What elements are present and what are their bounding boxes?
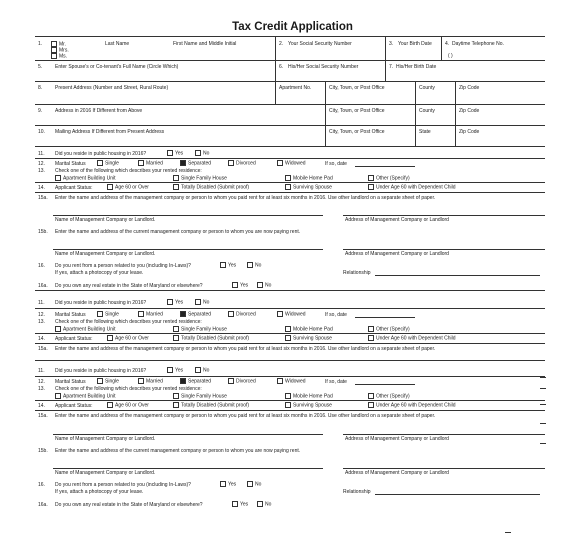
relationship-line[interactable] [375,494,540,495]
checkbox-icon[interactable] [107,184,113,190]
date-input-line[interactable] [355,166,415,167]
section-block-2: 11. Did you reside in public housing in 2016? Yes No 12. Marital Status Single Married Separated Divorced Widowed If so, date 13. Check one of the following which describes your rented residence: Apartment Building Unit Single Family House Mobile Home Pad Other (Specify) 14. Applicant Status: Age 60 or Over Totally Disabled (Submit proof) Surviving Spouse Under Age 60 with Dependent Child 15a. Enter the name and address of the management company or person to whom you paid rent for at least six months in 2016. Use other landlord on a separate sheet of paper. [35,300,545,368]
zip-cell[interactable]: Zip Code [455,126,546,146]
checkbox-icon[interactable] [195,299,201,305]
checkbox-icon[interactable] [107,335,113,341]
checkbox-icon[interactable] [195,150,201,156]
yes-option[interactable]: Yes [220,262,236,268]
zip-cell[interactable]: Zip Code [455,105,546,125]
landlord-question-15b: Enter the name and address of the current management company or person to whom you are now paying rent. [55,229,301,235]
no-option[interactable]: No [195,150,209,156]
landlord-question-15a: Enter the name and address of the management company or person to whom you paid rent for at least six months in 2016. Use other landlord on a separate sheet of paper. [55,346,436,352]
if-so-date-label: If so, date [325,379,347,385]
phone-cell[interactable]: 4. Daytime Telephone No. ( ) [441,37,546,60]
dob-label: Your Birth Date [398,41,432,47]
last-name-label: Last Name [105,41,130,47]
phone-label: Daytime Telephone No. [452,41,504,47]
age-option[interactable]: Age 60 or Over [107,335,149,341]
city-cell[interactable]: City, Town, or Post Office [325,82,416,104]
spouse-ssn-cell[interactable]: 6. His/Her Social Security Number [275,61,386,81]
checkbox-icon[interactable] [173,175,179,181]
single-option[interactable]: Single [97,311,119,317]
current-landlord-address-line[interactable] [343,249,545,250]
checkbox-icon[interactable] [195,367,201,373]
married-option[interactable]: Married [138,378,163,384]
relationship-label: Relationship [343,489,371,495]
divorced-option[interactable]: Divorced [228,311,256,317]
section-block-3: 11. Did you reside in public housing in 2016? Yes No 12. Marital Status Single Married Separated Divorced Widowed If so, date 13. Check one of the following which describes your rented residence: Apartment Building Unit Single Family House Mobile Home Pad Other (Specify) 14. Applicant Status: Age 60 or Over Totally Disabled (Submit proof) Surviving Spouse Under Age 60 with Dependent Child 15a. Enter the name and address of the management company or person to whom you paid rent for at least six months in 2016. Use other landlord on a separate sheet of paper. Name of Management Company or Landlord. Address of Management Company or Landlord 15b. Enter the name and address of the current management company or person to whom you are now paying rent. Name of Management Company or Landlord. Address of Management Company or Landlord 16. Do you rent from a person related to you (including In-Laws)? Yes No If yes, attach a photocopy of your lease. Relationship 16a. Do you own any real estate in the State of Maryland or elsewhere? Yes No [35,368,545,528]
checkbox-icon[interactable] [247,262,253,268]
relationship-label: Relationship [343,270,371,276]
divider [35,360,545,361]
other-option[interactable]: Other (Specify) [368,326,410,332]
landlord-name-line[interactable] [53,215,323,216]
divider [35,333,545,334]
spouse-dob-cell[interactable]: 7. His/Her Birth Date [385,61,546,81]
if-so-date-label: If so, date [325,312,347,318]
margin-mark [540,443,546,444]
mobile-home-option[interactable]: Mobile Home Pad [285,175,333,181]
item-number: 1. [38,41,43,47]
divider [35,308,545,309]
age-option[interactable]: Age 60 or Over [107,184,149,190]
applicant-status-label: Applicant Status: [55,185,93,191]
residence-question: Check one of the following which describes your rented residence: [55,168,202,174]
checkbox-icon[interactable] [180,311,186,317]
checkbox-icon[interactable] [232,501,238,507]
checkbox-icon[interactable] [368,335,374,341]
no-option[interactable]: No [195,299,209,305]
checkbox-icon[interactable] [173,402,179,408]
divider [35,400,545,401]
current-landlord-address-label: Address of Management Company or Landlord [345,251,449,257]
lease-note: If yes, attach a photocopy of your lease. [55,270,144,276]
checkbox-icon[interactable] [97,378,103,384]
surviving-spouse-option[interactable]: Surviving Spouse [285,335,332,341]
surviving-spouse-option[interactable]: Surviving Spouse [285,402,332,408]
divider [35,290,545,291]
landlord-name-label: Name of Management Company or Landlord. [55,436,156,442]
real-estate-question: Do you own any real estate in the State of Maryland or elsewhere? [55,502,203,508]
form-sheet [35,36,545,528]
landlord-question-15a: Enter the name and address of the management company or person to whom you paid rent for at least six months in 2016. Use other landlord on a separate sheet of paper. [55,195,436,201]
applicant-status-label: Applicant Status: [55,403,93,409]
residence-question: Check one of the following which describes your rented residence: [55,319,202,325]
no-option[interactable]: No [257,282,271,288]
dependent-child-option[interactable]: Under Age 60 with Dependent Child [368,184,456,190]
title-mrs[interactable]: Mrs. [51,47,69,53]
checkbox-icon[interactable] [97,160,103,166]
margin-mark [540,423,546,424]
checkbox-icon[interactable] [257,282,263,288]
checkbox-icon[interactable] [138,378,144,384]
checkbox-icon[interactable] [180,160,186,166]
checkbox-icon[interactable] [285,175,291,181]
marital-status-label: Marital Status [55,379,86,385]
margin-mark [540,404,546,405]
row-mailing-address: 10. Mailing Address If Different from Present Address City, Town, or Post Office State Zip Code [35,126,545,147]
margin-mark [505,532,511,533]
no-option[interactable]: No [195,367,209,373]
divider [35,182,545,183]
lease-note: If yes, attach a photocopy of your lease. [55,489,144,495]
widowed-option[interactable]: Widowed [277,378,306,384]
spouse-ssn-label: His/Her Social Security Number [288,64,359,70]
mobile-home-option[interactable]: Mobile Home Pad [285,393,333,399]
county-cell[interactable]: County [415,105,456,125]
checkbox-icon[interactable] [167,367,173,373]
divider [35,376,545,377]
yes-option[interactable]: Yes [232,282,248,288]
county-cell[interactable]: County [415,82,456,104]
checkbox-icon[interactable] [368,326,374,332]
residence-question: Check one of the following which describes your rented residence: [55,386,202,392]
disabled-option[interactable]: Totally Disabled (Submit proof) [173,402,249,408]
row-name [35,36,545,61]
widowed-option[interactable]: Widowed [277,160,306,166]
city-cell[interactable]: City, Town, or Post Office [325,105,416,125]
related-landlord-question: Do you rent from a person related to you (including In-Laws)? [55,482,191,488]
checkbox-icon[interactable] [257,501,263,507]
checkbox-icon[interactable] [55,175,61,181]
mailing-address-label: Mailing Address If Different from Present Address [55,129,165,135]
checkbox-icon[interactable] [228,311,234,317]
spouse-name-label: Enter Spouse's or Co-tenant's Full Name (Circle Which) [55,64,179,70]
title-mr[interactable]: Mr. [51,41,66,47]
row-present-address: 8. Present Address (Number and Street, Rural Route) Apartment No. City, Town, or Post Office County Zip Code [35,82,545,105]
address-2016-label: Address in 2016 If Different from Above [55,108,143,114]
row-spouse: 5. Enter Spouse's or Co-tenant's Full Name (Circle Which) 6. His/Her Social Security Number 7. His/Her Birth Date [35,61,545,82]
divider [35,343,545,344]
current-landlord-address-line[interactable] [343,468,545,469]
spouse-dob-label: His/Her Birth Date [396,64,437,70]
first-name-label: First Name and Middle Initial [173,41,237,47]
yes-option[interactable]: Yes [220,481,236,487]
checkbox-icon[interactable] [97,311,103,317]
no-option[interactable]: No [247,481,261,487]
present-address-label: Present Address (Number and Street, Rural Route) [55,85,169,91]
married-option[interactable]: Married [138,160,163,166]
checkbox-icon[interactable] [232,282,238,288]
checkbox-icon[interactable] [285,393,291,399]
other-option[interactable]: Other (Specify) [368,175,410,181]
checkbox-icon[interactable] [107,402,113,408]
ssn-cell[interactable]: 2. Your Social Security Number [275,37,386,60]
checkbox-icon[interactable] [173,393,179,399]
checkbox-icon[interactable] [368,393,374,399]
checkbox-icon[interactable] [285,184,291,190]
single-family-option[interactable]: Single Family House [173,175,227,181]
surviving-spouse-option[interactable]: Surviving Spouse [285,184,332,190]
checkbox-icon[interactable] [173,335,179,341]
separated-option[interactable]: Separated [180,311,211,317]
landlord-name-label: Name of Management Company or Landlord. [55,217,156,223]
checkbox-icon[interactable] [220,481,226,487]
margin-mark [540,388,546,389]
date-input-line[interactable] [355,317,415,318]
checkbox-icon[interactable] [55,393,61,399]
landlord-name-line[interactable] [53,434,323,435]
relationship-line[interactable] [375,275,540,276]
separated-option[interactable]: Separated [180,378,211,384]
apartment-option[interactable]: Apartment Building Unit [55,393,116,399]
landlord-address-label: Address of Management Company or Landlord [345,217,449,223]
divider [35,410,545,411]
date-input-line[interactable] [355,384,415,385]
area-code: ( ) [448,53,453,59]
checkbox-icon[interactable] [277,311,283,317]
mobile-home-option[interactable]: Mobile Home Pad [285,326,333,332]
zip-cell[interactable]: Zip Code [455,82,546,104]
age-option[interactable]: Age 60 or Over [107,402,149,408]
margin-mark [540,377,546,378]
landlord-address-line[interactable] [343,215,545,216]
current-landlord-address-label: Address of Management Company or Landlord [345,470,449,476]
city-cell[interactable]: City, Town, or Post Office [325,126,416,146]
marital-status-label: Marital Status [55,161,86,167]
no-option[interactable]: No [247,262,261,268]
checkbox-icon[interactable] [277,160,283,166]
checkbox-icon[interactable] [247,481,253,487]
yes-option[interactable]: Yes [167,299,183,305]
dependent-child-option[interactable]: Under Age 60 with Dependent Child [368,335,456,341]
yes-option[interactable]: Yes [232,501,248,507]
apartment-option[interactable]: Apartment Building Unit [55,326,116,332]
applicant-status-label: Applicant Status: [55,336,93,342]
current-landlord-name-line[interactable] [53,468,323,469]
single-option[interactable]: Single [97,378,119,384]
state-cell[interactable]: State [415,126,456,146]
yes-option[interactable]: Yes [167,150,183,156]
checkbox-icon[interactable] [173,184,179,190]
current-landlord-name-label: Name of Management Company or Landlord. [55,251,156,257]
single-family-option[interactable]: Single Family House [173,393,227,399]
dependent-child-option[interactable]: Under Age 60 with Dependent Child [368,402,456,408]
apartment-option[interactable]: Apartment Building Unit [55,175,116,181]
checkbox-icon[interactable] [55,326,61,332]
checkbox-icon[interactable] [138,311,144,317]
if-so-date-label: If so, date [325,161,347,167]
landlord-question-15b: Enter the name and address of the current management company or person to whom you are now paying rent. [55,448,301,454]
checkbox-icon[interactable] [285,402,291,408]
yes-option[interactable]: Yes [167,367,183,373]
public-housing-question: Did you reside in public housing in 2016? [55,151,147,157]
divider [35,192,545,193]
section-block-1: 11. Did you reside in public housing in 2016? Yes No 12. Marital Status Single Married Separated Divorced Widowed If so, date 13. Check one of the following which describes your rented residence: Apartment Building Unit Single Family House Mobile Home Pad Other (Specify) 14. Applicant Status: Age 60 or Over Totally Disabled (Submit proof) Surviving Spouse Under Age 60 with Dependent Child 15a. Enter the name and address of the management company or person to whom you paid rent for at least six months in 2016. Use other landlord on a separate sheet of paper. Name of Management Company or Landlord. Address of Management Company or Landlord 15b. Enter the name and address of the current management company or person to whom you are now paying rent. Name of Management Company or Landlord. Address of Management Company or Landlord 16. Do you rent from a person related to you (including In-Laws)? Yes No If yes, attach a photocopy of your lease. Relationship 16a. Do you own any real estate in the State of Maryland or elsewhere? Yes No [35,147,545,300]
divorced-option[interactable]: Divorced [228,378,256,384]
married-option[interactable]: Married [138,311,163,317]
checkbox-icon[interactable] [277,378,283,384]
divorced-option[interactable]: Divorced [228,160,256,166]
separated-option[interactable]: Separated [180,160,211,166]
disabled-option[interactable]: Totally Disabled (Submit proof) [173,184,249,190]
checkbox-icon[interactable] [180,378,186,384]
ssn-label: Your Social Security Number [288,41,352,47]
public-housing-question: Did you reside in public housing in 2016? [55,368,147,374]
other-option[interactable]: Other (Specify) [368,393,410,399]
divider [35,158,545,159]
checkbox-icon[interactable] [228,160,234,166]
checkbox-icon[interactable] [167,150,173,156]
checkbox-icon[interactable] [228,378,234,384]
widowed-option[interactable]: Widowed [277,311,306,317]
single-option[interactable]: Single [97,160,119,166]
real-estate-question: Do you own any real estate in the State of Maryland or elsewhere? [55,283,203,289]
apt-cell[interactable]: Apartment No. [275,82,326,104]
no-option[interactable]: No [257,501,271,507]
checkbox-icon[interactable] [368,184,374,190]
form-title: Tax Credit Application [232,21,353,33]
checkbox-icon[interactable] [173,326,179,332]
checkbox-icon[interactable] [220,262,226,268]
landlord-question-15a: Enter the name and address of the management company or person to whom you paid rent for at least six months in 2016. Use other landlord on a separate sheet of paper. [55,413,436,419]
landlord-address-line[interactable] [343,434,545,435]
checkbox-icon[interactable] [368,175,374,181]
single-family-option[interactable]: Single Family House [173,326,227,332]
checkbox-icon[interactable] [285,326,291,332]
checkbox-icon[interactable] [167,299,173,305]
dob-cell[interactable]: 3. Your Birth Date [385,37,442,60]
current-landlord-name-line[interactable] [53,249,323,250]
checkbox-icon[interactable] [368,402,374,408]
checkbox-icon[interactable] [51,53,57,59]
checkbox-icon[interactable] [285,335,291,341]
title-ms[interactable]: Ms. [51,53,67,59]
current-landlord-name-label: Name of Management Company or Landlord. [55,470,156,476]
related-landlord-question: Do you rent from a person related to you (including In-Laws)? [55,263,191,269]
disabled-option[interactable]: Totally Disabled (Submit proof) [173,335,249,341]
public-housing-question: Did you reside in public housing in 2016? [55,300,147,306]
marital-status-label: Marital Status [55,312,86,318]
landlord-address-label: Address of Management Company or Landlord [345,436,449,442]
checkbox-icon[interactable] [138,160,144,166]
row-2016-address: 9. Address in 2016 If Different from Above City, Town, or Post Office County Zip Code [35,105,545,126]
